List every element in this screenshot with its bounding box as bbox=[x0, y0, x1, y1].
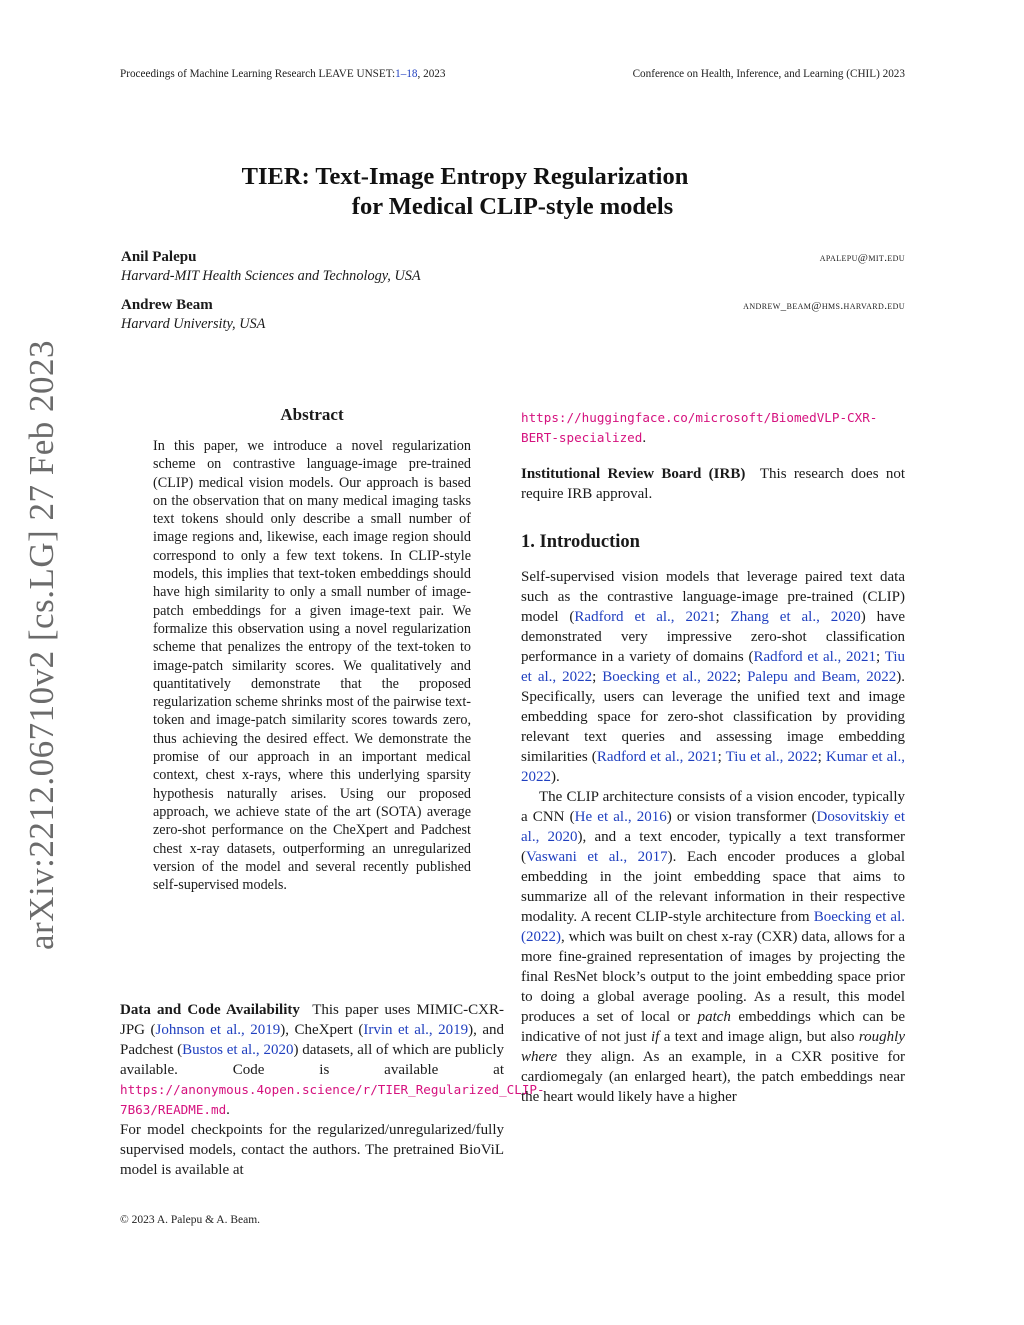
citation-link[interactable]: Kumar et al., 2022 bbox=[521, 749, 906, 785]
copyright-footer: © 2023 A. Palepu & A. Beam. bbox=[120, 1214, 261, 1226]
citation-link[interactable]: Irvin et al., 2019 bbox=[363, 1022, 469, 1038]
data-availability-section bbox=[120, 1000, 545, 1180]
body-text: ). Specifically, users can leverage the unified text and image embedding space for zero-shot classification by providing relevant text queries and assessing image embedding similarities ( bbox=[521, 669, 905, 765]
abstract-text: In this paper, we introduce a novel regularization scheme on contrastive language-image pre-trained (CLIP) medical vision models. Our approach is based on the observation that on many medical imaging tasks text tokens should only describe a small number of image regions and, likewise, each image region should correspond to only a few text tokens. In CLIP-style models, this implies that text-token embeddings should have high similarity to only a small number of image-patch embeddings for a given image-text pair. We formalize this observation using a novel regularization scheme that penalizes the entropy of the text-token to image-patch similarity scores. We qualitatively and quantitatively demonstrate that the proposed regularization scheme shrinks most of the pairwise text-token and image-patch similarity scores towards zero, thus achieving the desired effect. We demonstrate the promise of our approach in an important medical context, chest x-rays, where this underlying sparsity hypothesis naturally arises. Using our proposed approach, we achieve state of the art (SOTA) average zero-shot performance on the CheXpert and Padchest chest x-ray datasets, outperforming an unregularized version of the model and several recently published self-supervised models. bbox=[153, 438, 471, 894]
citation-link[interactable]: He et al., 2016 bbox=[574, 809, 667, 825]
author-email[interactable]: apalepu@mit.edu bbox=[819, 252, 905, 264]
body-text: ). bbox=[551, 769, 560, 785]
irb-paragraph: Institutional Review Board (IRB) This research does not require IRB approval. bbox=[521, 466, 905, 502]
body-text: , which was built on chest x-ray (CXR) data, allows for a more fine-grained representation of images by projecting the final ResNet block’s output to the joint embedding space prior to doing a global average pooling. As a result, this model produces a set of local or bbox=[521, 929, 905, 1025]
running-header-left: Proceedings of Machine Learning Research LEAVE UNSET:1–18, 2023 bbox=[120, 68, 446, 80]
title-line-2: for Medical CLIP-style models bbox=[351, 193, 674, 220]
introduction-heading: 1. Introduction bbox=[521, 532, 640, 552]
author-block-1 bbox=[121, 249, 905, 285]
body-text: they align. As an example, in a CXR positive for cardiomegaly (an enlarged heart), the patch embeddings near the heart would likely have a higher bbox=[521, 1049, 905, 1105]
author-name: Andrew Beam bbox=[121, 297, 213, 313]
citation-link[interactable]: Zhang et al., 2020 bbox=[730, 609, 861, 625]
citation-link[interactable]: Dosovitskiy et al., 2020 bbox=[521, 809, 905, 845]
model-url-continuation: https://huggingface.co/microsoft/BiomedVLP-CXR-BERT-specialized. bbox=[521, 410, 878, 446]
introduction-paragraph-2 bbox=[521, 787, 905, 1107]
body-text: ) or vision transformer ( bbox=[666, 809, 817, 825]
emphasis-text: patch bbox=[697, 1009, 731, 1025]
right-column bbox=[521, 408, 905, 1107]
title-line-1: TIER: Text-Image Entropy Regularization bbox=[241, 163, 689, 190]
body-text: The CLIP architecture consists of a vision encoder, typically a CNN ( bbox=[521, 789, 905, 825]
abstract-section bbox=[153, 405, 471, 894]
citation-link[interactable]: Tiu et al., 2022 bbox=[725, 749, 818, 765]
citation-link[interactable]: Vaswani et al., 2017 bbox=[526, 849, 668, 865]
page-range-link[interactable]: 1–18 bbox=[395, 68, 418, 80]
body-text: ), and a text encoder, typically a text transformer ( bbox=[521, 829, 906, 865]
emphasis-text: if bbox=[651, 1029, 660, 1045]
citation-link[interactable]: Radford et al., 2021 bbox=[753, 649, 877, 665]
model-url-link[interactable]: https://huggingface.co/microsoft/BiomedVLP-CXR-BERT-specialized bbox=[521, 410, 878, 445]
citation-link[interactable]: Boecking et al., 2022 bbox=[602, 669, 737, 685]
body-text: a text and image align, but also bbox=[659, 1029, 859, 1045]
author-name: Anil Palepu bbox=[121, 249, 197, 265]
citation-link[interactable]: Boecking et al. (2022) bbox=[521, 909, 906, 945]
emphasis-text: roughly where bbox=[521, 1029, 906, 1065]
body-text: ; bbox=[736, 669, 748, 685]
abstract-heading: Abstract bbox=[280, 405, 344, 424]
citation-link[interactable]: Radford et al., 2021 bbox=[596, 749, 718, 765]
running-header bbox=[120, 68, 905, 80]
checkpoint-paragraph: For model checkpoints for the regularized/unregularized/fully supervised models, contact the authors. The pretrained BioViL model is available at bbox=[120, 1122, 504, 1178]
introduction-paragraph-1 bbox=[521, 567, 905, 787]
arxiv-stamp bbox=[18, 339, 66, 951]
author-block-2 bbox=[121, 297, 905, 333]
citation-link[interactable]: Bustos et al., 2020 bbox=[182, 1042, 294, 1058]
author-email[interactable]: andrew_beam@hms.harvard.edu bbox=[743, 300, 905, 312]
body-text: embeddings which can be indicative of not just bbox=[521, 1009, 905, 1045]
citation-link[interactable]: Radford et al., 2021 bbox=[574, 609, 716, 625]
body-text: ; bbox=[592, 669, 603, 685]
paper-title bbox=[120, 162, 905, 222]
citation-link[interactable]: Johnson et al., 2019 bbox=[155, 1022, 281, 1038]
data-availability-heading: Data and Code Availability bbox=[120, 1002, 300, 1018]
arxiv-stamp-text: arXiv:2212.06710v2 [cs.LG] 27 Feb 2023 bbox=[22, 339, 62, 951]
author-affiliation: Harvard-MIT Health Sciences and Technology, USA bbox=[121, 268, 421, 284]
body-text: ; bbox=[715, 609, 731, 625]
citation-link[interactable]: Palepu and Beam, 2022 bbox=[747, 669, 897, 685]
body-text: ) have demonstrated very impressive zero-shot classification performance in a variety of domains ( bbox=[521, 609, 905, 665]
irb-heading: Institutional Review Board (IRB) bbox=[521, 466, 746, 482]
code-url-link[interactable]: https://anonymous.4open.science/r/TIER_Regularized_CLIP-7B63/README.md bbox=[120, 1082, 545, 1117]
data-availability-paragraph: Data and Code Availability This paper uses MIMIC-CXR-JPG (Johnson et al., 2019), CheXpert (Irvin et al., 2019), and Padchest (Bustos et al., 2020) datasets, all of which are publicly available. Code is available at https://anonymous.4open.science/r/TIER_Regularized_CLIP-7B63/README.md. bbox=[120, 1002, 545, 1118]
running-header-right: Conference on Health, Inference, and Learning (CHIL) 2023 bbox=[632, 68, 905, 80]
body-text: ; bbox=[876, 649, 885, 665]
body-text: ). Each encoder produces a global embedding in the joint embedding space that aims to summarize all of the relevant information in their respective modality. A recent CLIP-style architecture from bbox=[521, 849, 905, 925]
body-text: Self-supervised vision models that leverage paired text data such as the contrastive language-image pre-trained (CLIP) model ( bbox=[521, 569, 905, 625]
body-text: ; bbox=[817, 749, 826, 765]
body-text: ; bbox=[717, 749, 726, 765]
author-affiliation: Harvard University, USA bbox=[121, 316, 266, 332]
citation-link[interactable]: Tiu et al., 2022 bbox=[521, 649, 905, 685]
